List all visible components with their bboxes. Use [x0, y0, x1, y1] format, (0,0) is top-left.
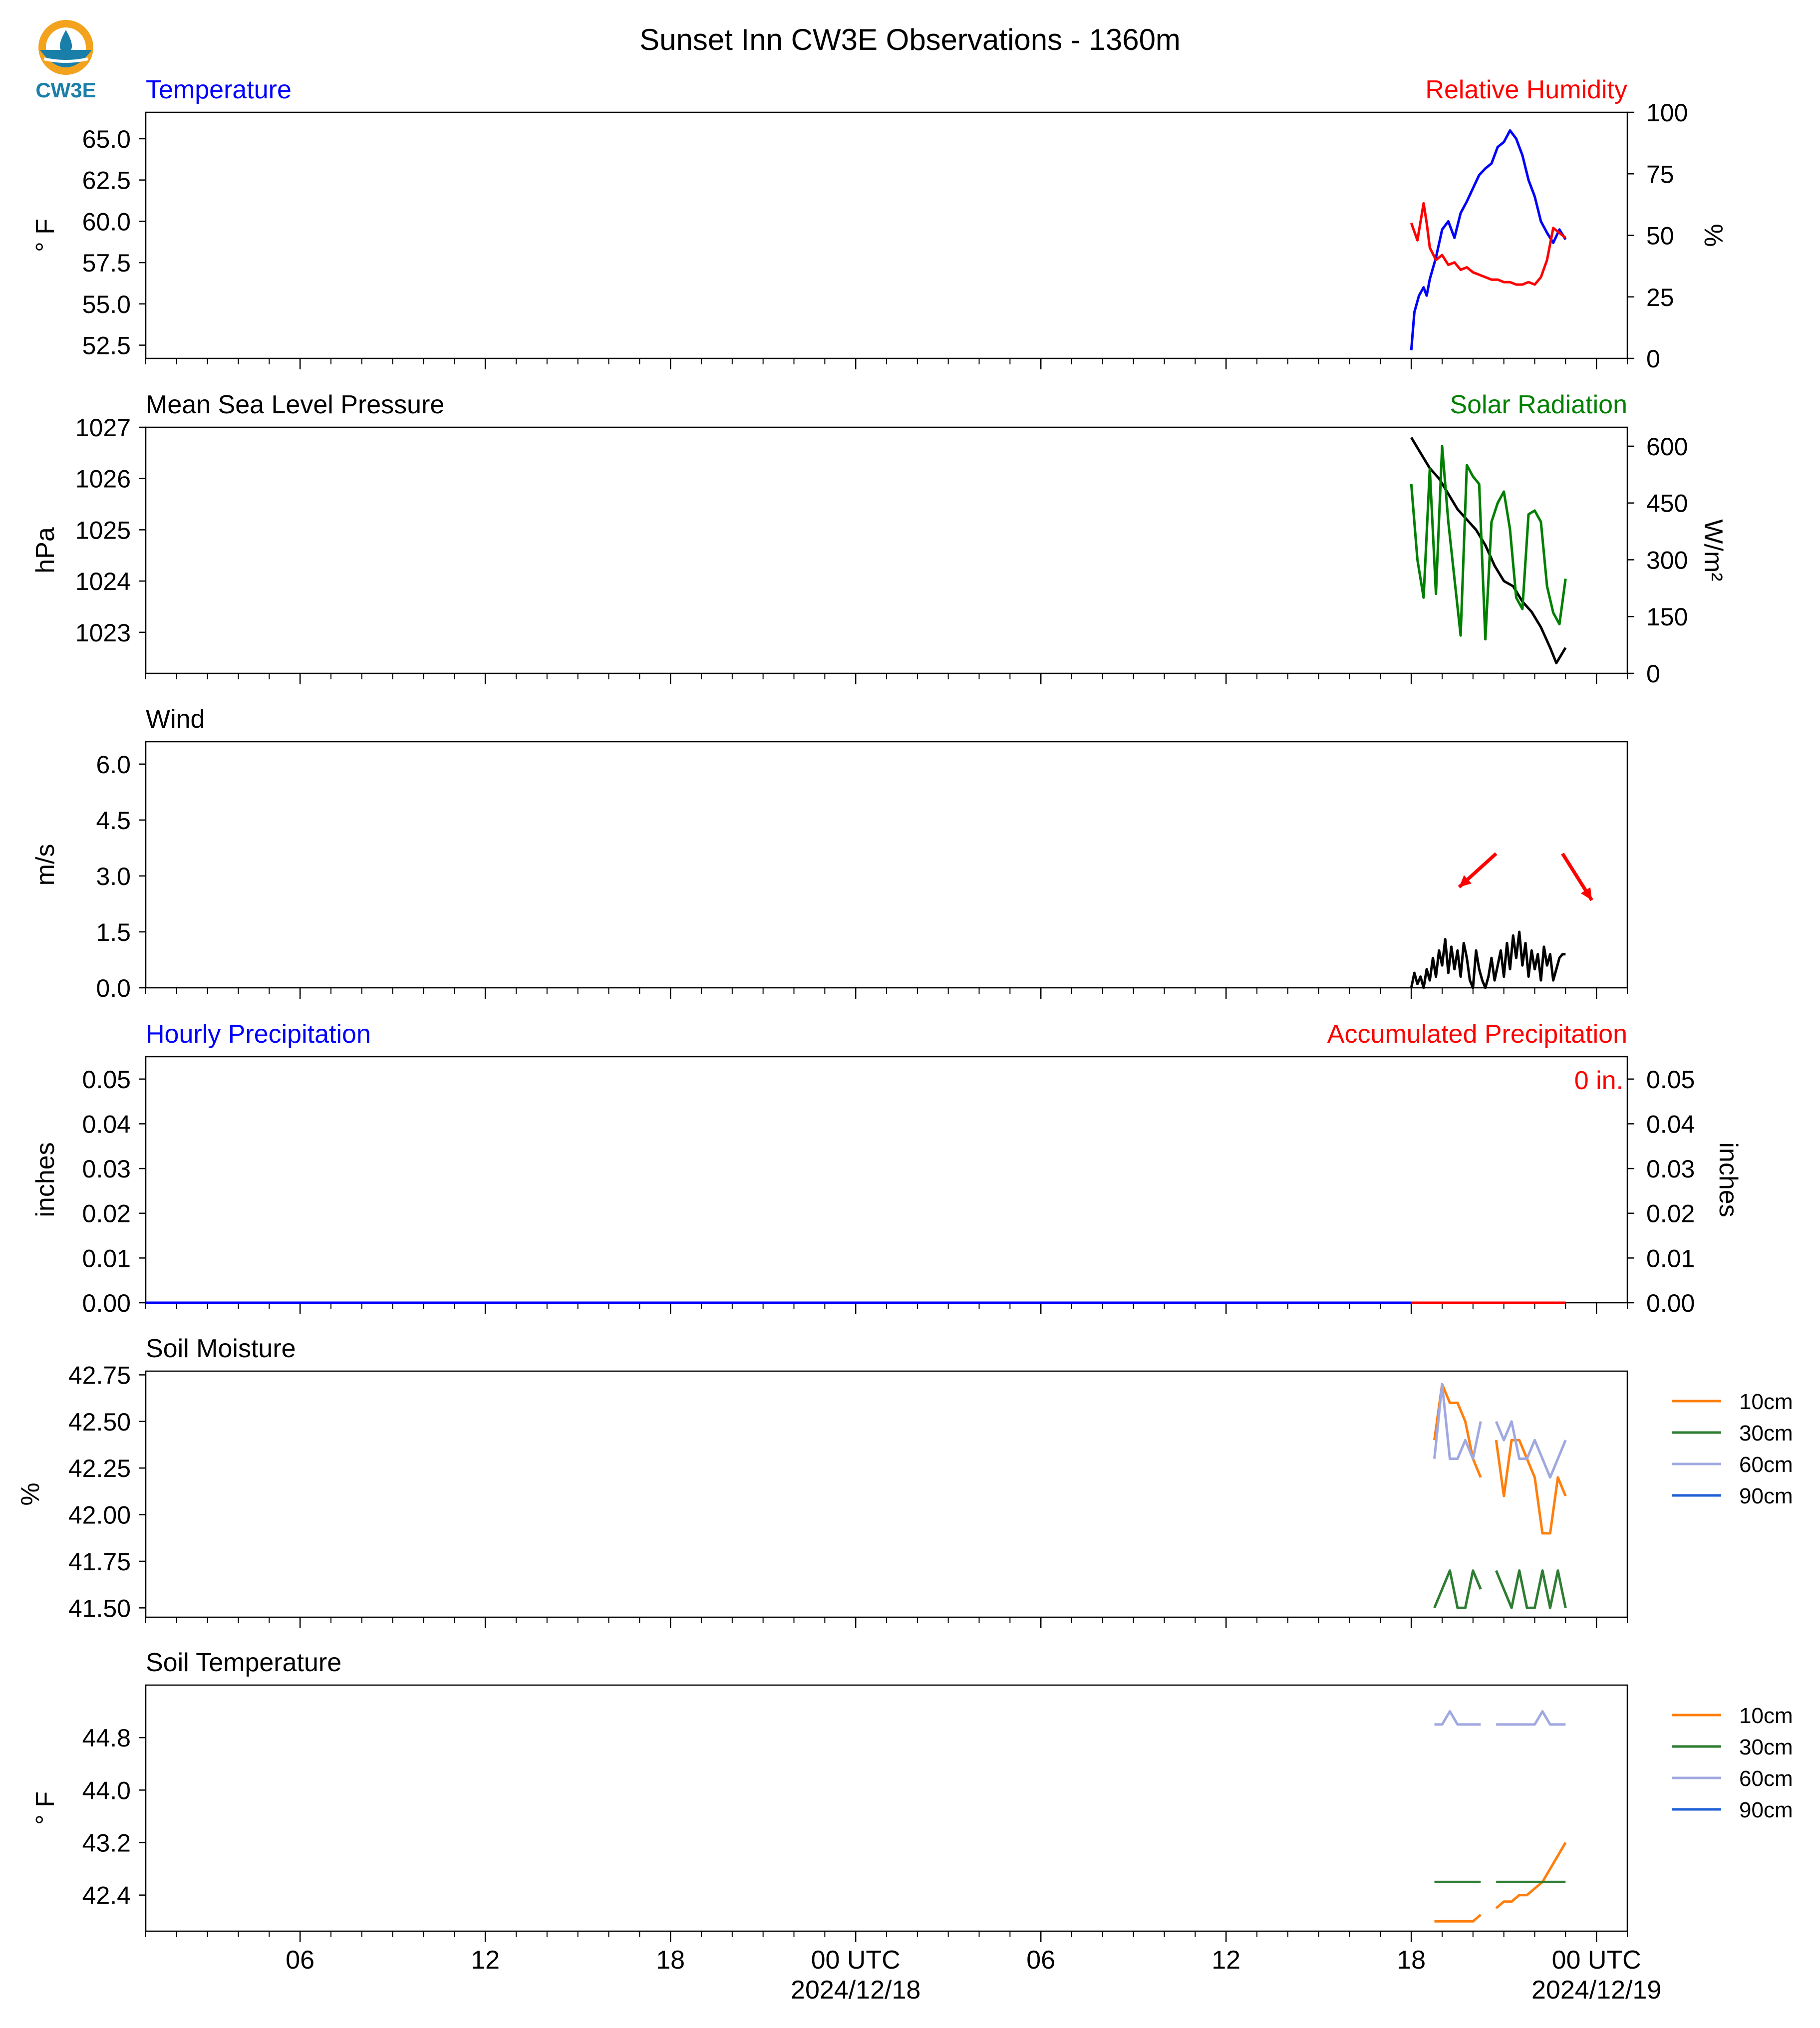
- panel-title-left: Hourly Precipitation: [146, 1020, 371, 1049]
- y-tick-label: 1027: [75, 414, 131, 442]
- y-tick-label: 62.5: [82, 166, 131, 195]
- y-axis-label: hPa: [31, 527, 60, 574]
- x-tick-label: 06: [1026, 1946, 1056, 1975]
- x-tick-date: 2024/12/18: [791, 1976, 921, 2005]
- cw3e-logo: [35, 20, 96, 102]
- x-tick-label: 06: [286, 1946, 315, 1975]
- y-tick-label: 0.05: [82, 1065, 131, 1094]
- legend-label: 30cm: [1739, 1421, 1793, 1446]
- logo-text: CW3E: [35, 78, 96, 102]
- y-axis-label-right: inches: [1714, 1142, 1743, 1217]
- plot-frame: [146, 1057, 1627, 1303]
- y-tick-label: 42.4: [82, 1881, 131, 1910]
- y-tick-label: 1023: [75, 618, 131, 647]
- plot-frame: [146, 112, 1627, 358]
- x-axis-labels: [286, 1946, 1661, 2005]
- figure-title: Sunset Inn CW3E Observations - 1360m: [639, 23, 1181, 56]
- series-line: [1496, 1440, 1565, 1533]
- y-tick-label: 1.5: [96, 918, 131, 946]
- plot-frame: [146, 427, 1627, 673]
- panel-title-right: Solar Radiation: [1450, 390, 1627, 419]
- legend-label: 90cm: [1739, 1484, 1793, 1508]
- chart-panel: [16, 1334, 1793, 1628]
- series-line: [1435, 1712, 1481, 1725]
- y-axis-label-right: W/m²: [1699, 519, 1728, 581]
- y-tick-label: 60.0: [82, 208, 131, 236]
- y-tick-label: 65.0: [82, 125, 131, 153]
- plot-frame: [146, 1371, 1627, 1617]
- y-tick-label: 3.0: [96, 862, 131, 890]
- y-tick-label: 55.0: [82, 290, 131, 318]
- y-tick-label: 41.75: [68, 1547, 131, 1576]
- y-tick-label-right: 0.04: [1646, 1110, 1695, 1139]
- y-tick-label-right: 0: [1646, 660, 1660, 688]
- legend-label: 60cm: [1739, 1766, 1793, 1791]
- panel-title-left: Soil Moisture: [146, 1334, 296, 1363]
- y-tick-label: 1025: [75, 516, 131, 545]
- y-tick-label-right: 0.01: [1646, 1244, 1695, 1273]
- x-tick-label: 00 UTC: [1551, 1946, 1641, 1975]
- series-line: [1496, 1712, 1565, 1725]
- chart-panel: [31, 390, 1728, 688]
- y-tick-label: 0.02: [82, 1199, 131, 1228]
- legend: [1672, 1704, 1793, 1822]
- y-tick-label-right: 0.03: [1646, 1155, 1695, 1183]
- y-tick-label: 42.50: [68, 1408, 131, 1436]
- y-tick-label-right: 100: [1646, 99, 1688, 127]
- x-tick-label: 12: [471, 1946, 500, 1975]
- y-tick-label: 41.50: [68, 1594, 131, 1623]
- x-tick-label: 18: [656, 1946, 685, 1975]
- y-tick-label-right: 0.00: [1646, 1289, 1695, 1317]
- panel-title-left: Mean Sea Level Pressure: [146, 390, 445, 419]
- y-axis-label: m/s: [31, 844, 60, 886]
- legend-label: 60cm: [1739, 1452, 1793, 1477]
- y-tick-label: 44.8: [82, 1724, 131, 1752]
- y-tick-label: 6.0: [96, 750, 131, 779]
- y-tick-label: 44.0: [82, 1776, 131, 1805]
- y-tick-label: 57.5: [82, 249, 131, 278]
- y-axis-label-right: %: [1699, 224, 1728, 247]
- panel-title-left: Wind: [146, 705, 205, 734]
- y-tick-label: 4.5: [96, 806, 131, 835]
- y-tick-label-right: 0.02: [1646, 1199, 1695, 1228]
- series-line: [1435, 1915, 1481, 1921]
- panel-title-left: Soil Temperature: [146, 1648, 342, 1677]
- y-tick-label-right: 150: [1646, 603, 1688, 631]
- legend-label: 10cm: [1739, 1390, 1793, 1414]
- y-tick-label-right: 75: [1646, 160, 1674, 189]
- y-axis-label: inches: [31, 1142, 60, 1217]
- chart-panel: [31, 75, 1728, 373]
- series-line: [1411, 130, 1565, 350]
- y-tick-label: 0.03: [82, 1155, 131, 1183]
- y-tick-label: 52.5: [82, 331, 131, 360]
- x-tick-date: 2024/12/19: [1531, 1976, 1662, 2005]
- series-line: [1496, 1571, 1565, 1608]
- y-tick-label-right: 0: [1646, 345, 1660, 373]
- panel-title-left: Temperature: [146, 75, 292, 104]
- legend-label: 90cm: [1739, 1798, 1793, 1822]
- panel-title-right: Relative Humidity: [1425, 75, 1627, 104]
- y-tick-label-right: 300: [1646, 546, 1688, 575]
- chart-panel: [31, 705, 1627, 1002]
- x-tick-label: 12: [1212, 1946, 1241, 1975]
- y-tick-label-right: 0.05: [1646, 1065, 1695, 1094]
- y-axis-label: ° F: [31, 1791, 60, 1825]
- series-line: [1411, 203, 1565, 285]
- y-tick-label-right: 450: [1646, 489, 1688, 518]
- x-tick-label: 00 UTC: [811, 1946, 901, 1975]
- y-tick-label-right: 600: [1646, 432, 1688, 461]
- chart-panel: [31, 1020, 1743, 1317]
- legend: [1672, 1390, 1793, 1508]
- y-tick-label: 42.00: [68, 1501, 131, 1529]
- y-tick-label-right: 50: [1646, 222, 1674, 250]
- y-tick-label: 1024: [75, 568, 131, 596]
- y-tick-label: 43.2: [82, 1829, 131, 1857]
- series-line: [1435, 1384, 1481, 1458]
- y-tick-label: 0.00: [82, 1289, 131, 1317]
- plot-frame: [146, 742, 1627, 988]
- cw3e-logo-icon: [38, 20, 93, 75]
- x-tick-label: 18: [1397, 1946, 1426, 1975]
- series-line: [1411, 932, 1565, 988]
- chart-panel: [31, 1648, 1793, 1942]
- y-tick-label: 0.01: [82, 1244, 131, 1273]
- y-tick-label: 0.0: [96, 974, 131, 1002]
- y-axis-label: ° F: [31, 218, 60, 253]
- plot-frame: [146, 1685, 1627, 1931]
- legend-label: 30cm: [1739, 1735, 1793, 1759]
- accumulated-total: 0 in.: [1574, 1066, 1623, 1095]
- y-tick-label: 42.75: [68, 1361, 131, 1390]
- legend-label: 10cm: [1739, 1704, 1793, 1728]
- panel-title-right: Accumulated Precipitation: [1327, 1020, 1627, 1049]
- series-line: [1496, 1843, 1565, 1909]
- y-tick-label: 42.25: [68, 1454, 131, 1483]
- y-axis-label: %: [16, 1482, 45, 1506]
- y-tick-label-right: 25: [1646, 283, 1674, 311]
- y-tick-label: 0.04: [82, 1110, 131, 1139]
- y-tick-label: 1026: [75, 465, 131, 493]
- series-line: [1435, 1571, 1481, 1608]
